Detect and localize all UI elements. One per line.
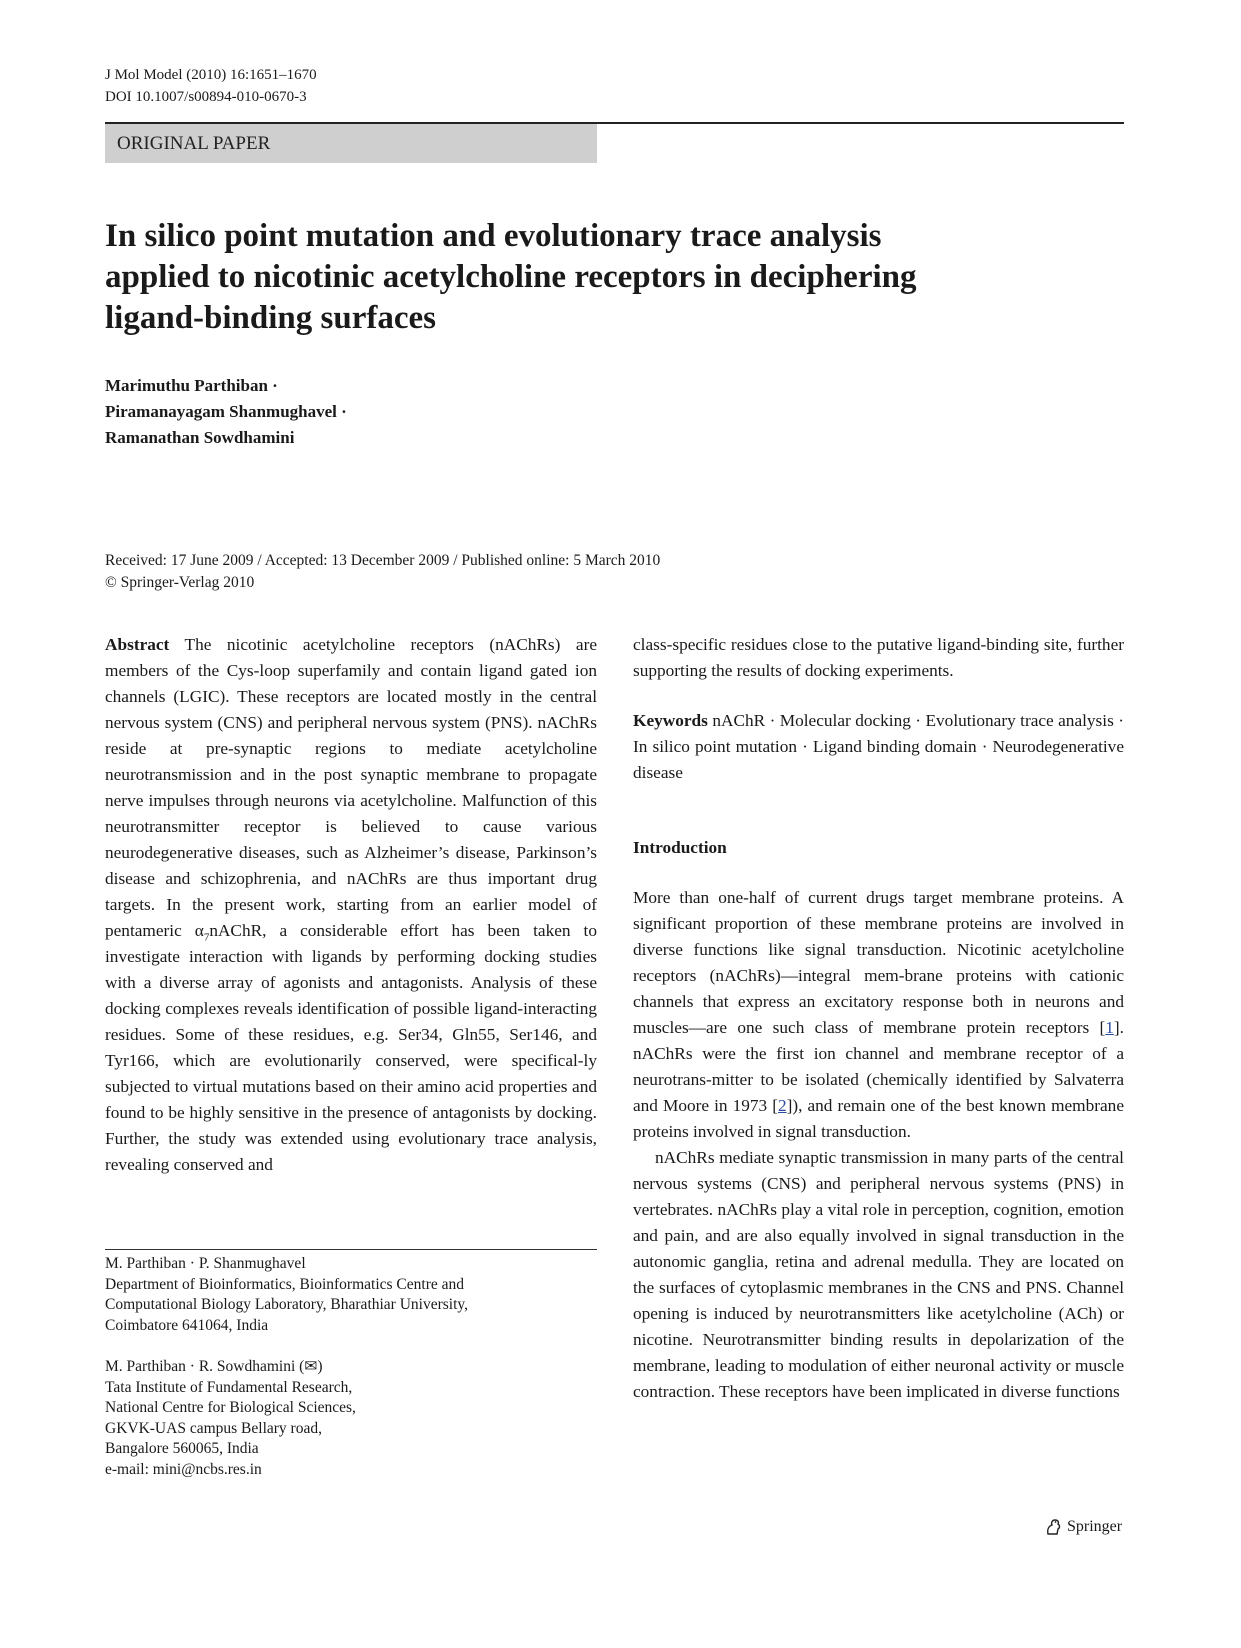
title-line: ligand-binding surfaces xyxy=(105,300,436,336)
abstract-text-cont: nAChR, a considerable effort has been taken to investigate interaction with ligands by performing docking studies with a diverse array of agonists and antagonists. Analysis of these docking complexes reveals identification of possible ligand-interacting residues. Some of these residues, e.g. Ser34, Gln55, Ser146, and Tyr166, which are evolutionarily conserved, were specifical-ly subjected to virtual mutations based on their amino acid properties and found to be highly sensitive in the presence of antagonists by docking. Further, the study was extended using evolutionary trace analysis, revealing conserved and xyxy=(105,921,597,1174)
affiliation-rule xyxy=(105,1249,597,1250)
affiliation-2 xyxy=(105,1357,356,1480)
springer-horse-icon xyxy=(1043,1517,1063,1537)
doi: DOI 10.1007/s00894-010-0670-3 xyxy=(105,89,307,105)
affiliation-line: Coimbatore 641064, India xyxy=(105,1316,269,1334)
title-line: applied to nicotinic acetylcholine receptors in deciphering xyxy=(105,259,917,295)
citation-link-1[interactable]: 1 xyxy=(1105,1018,1114,1037)
left-column xyxy=(105,632,597,1178)
article-type-banner: ORIGINAL PAPER xyxy=(105,124,597,163)
right-column xyxy=(633,632,1124,1405)
abstract-continuation: class-specific residues close to the putative ligand-binding site, further supporting the results of docking experiments. xyxy=(633,635,1124,680)
affiliation-line: GKVK-UAS campus Bellary road, xyxy=(105,1419,322,1437)
publisher-name: Springer xyxy=(1067,1518,1123,1535)
section-heading-introduction: Introduction xyxy=(633,838,727,857)
affiliation-line: Bangalore 560065, India xyxy=(105,1440,259,1457)
publication-history xyxy=(105,550,660,594)
keywords-text: nAChR · Molecular docking · Evolutionary trace analysis · In silico point mutation · Ligand binding domain · Neurodegenerative disease xyxy=(633,711,1124,782)
intro-text: ]), and remain one of the best known membrane proteins involved in signal transduction. xyxy=(633,1096,1124,1141)
keywords xyxy=(633,708,1124,786)
received-accepted-published: Received: 17 June 2009 / Accepted: 13 December 2009 / Published online: 5 March 2010 xyxy=(105,552,661,569)
intro-text: ]. nAChRs were the first ion channel and membrane receptor of a neurotrans-mitter to be isolated (chemically identified by Salvaterra and Moore in 1973 [ xyxy=(633,1018,1124,1115)
intro-paragraph-1 xyxy=(633,885,1124,1145)
citation-link-2[interactable]: 2 xyxy=(777,1096,787,1115)
author-list xyxy=(105,373,347,451)
abstract-text: The nicotinic acetylcholine receptors (nAChRs) are members of the Cys-loop superfamily and contain ligand gated ion channels (LGIC). These receptors are located mostly in the central nervous system (CNS) and peripheral nervous system (PNS). nAChRs reside at pre-synaptic regions to mediate acetylcholine neurotransmission and in the post synaptic membrane to propagate nerve impulses through neurons via acetylcholine. Malfunction of this neurotransmitter receptor is believed to cause various neurodegenerative diseases, such as Alzheimer’s disease, Parkinson’s disease and schizophrenia, and nAChRs are thus important drug targets. In the present work, starting from an earlier model of pentameric α xyxy=(105,635,597,940)
author: Marimuthu Parthiban · xyxy=(105,376,278,395)
title-line: In silico point mutation and evolutionary trace analysis xyxy=(105,218,882,254)
abstract xyxy=(105,632,597,1178)
copyright: © Springer-Verlag 2010 xyxy=(105,574,255,591)
author: Piramanayagam Shanmughavel · xyxy=(105,402,347,421)
affiliation-line: National Centre for Biological Sciences, xyxy=(105,1399,356,1416)
author: Ramanathan Sowdhamini xyxy=(105,428,295,447)
affiliation-line: Computational Biology Laboratory, Bharathiar University, xyxy=(105,1296,469,1313)
abstract-label: Abstract xyxy=(105,635,170,654)
affiliation-line: Department of Bioinformatics, Bioinformatics Centre and xyxy=(105,1275,464,1293)
affiliation-1 xyxy=(105,1254,468,1336)
contact-email[interactable]: e-mail: mini@ncbs.res.in xyxy=(105,1460,262,1478)
keywords-label: Keywords xyxy=(633,711,708,730)
publisher-logo xyxy=(1043,1516,1122,1538)
alpha-subscript: 7 xyxy=(203,931,210,944)
intro-paragraph-2: nAChRs mediate synaptic transmission in many parts of the central nervous systems (CNS) and peripheral nervous systems (PNS) in vertebrates. nAChRs play a vital role in perception, cognition, emotion and pain, and are also equally involved in signal transduction in the autonomic ganglia, retina and adrenal medulla. They are located on the surfaces of cytoplasmic membranes in the CNS and PNS. Channel opening is induced by neurotransmitters like acetylcholine (ACh) or nicotine. Neurotransmitter binding results in depolarization of the membrane, leading to modulation of either neuronal activity or muscle contraction. These receptors have been implicated in diverse functions xyxy=(633,1148,1124,1401)
intro-text: More than one-half of current drugs target membrane proteins. A significant proportion of these membrane proteins are involved in diverse functions like signal transduction. Nicotinic acetylcholine receptors (nAChRs)—integral mem-brane proteins with cationic channels that express an excitatory response both in neurons and muscles—are one such class of membrane protein receptors [ xyxy=(633,888,1124,1037)
journal-info xyxy=(105,64,317,108)
affiliation-line: Tata Institute of Fundamental Research, xyxy=(105,1378,353,1396)
affiliation-authors: M. Parthiban · P. Shanmughavel xyxy=(105,1255,306,1272)
journal-citation: J Mol Model (2010) 16:1651–1670 xyxy=(105,67,317,83)
paper-title xyxy=(105,216,1025,339)
affiliation-authors: M. Parthiban · R. Sowdhamini (✉) xyxy=(105,1358,323,1375)
